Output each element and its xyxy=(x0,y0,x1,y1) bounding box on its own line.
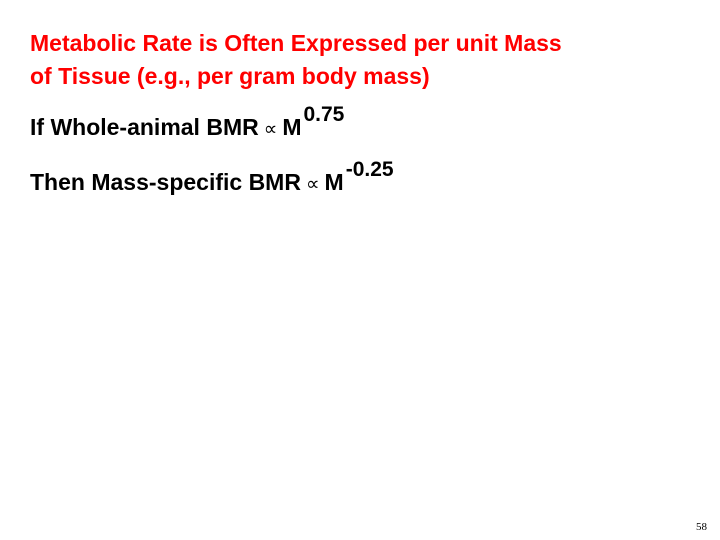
slide-title xyxy=(30,27,700,93)
formula-exponent: 0.75 xyxy=(303,103,345,126)
page-number: 58 xyxy=(696,521,707,533)
formula-exponent: -0.25 xyxy=(345,158,394,181)
title-line-2: of Tissue (e.g., per gram body mass) xyxy=(30,63,430,89)
proportional-symbol: ∝ xyxy=(305,173,320,195)
title-line-1: Metabolic Rate is Often Expressed per unit Mass xyxy=(30,30,562,56)
formula-prefix: Then Mass-specific BMR xyxy=(30,169,301,195)
formula-prefix: If Whole-animal BMR xyxy=(30,114,259,140)
formula-mass-specific xyxy=(30,158,394,198)
formula-base: M xyxy=(282,114,302,140)
formula-whole-animal xyxy=(30,103,345,143)
formula-base: M xyxy=(324,169,344,195)
proportional-symbol: ∝ xyxy=(263,118,278,140)
